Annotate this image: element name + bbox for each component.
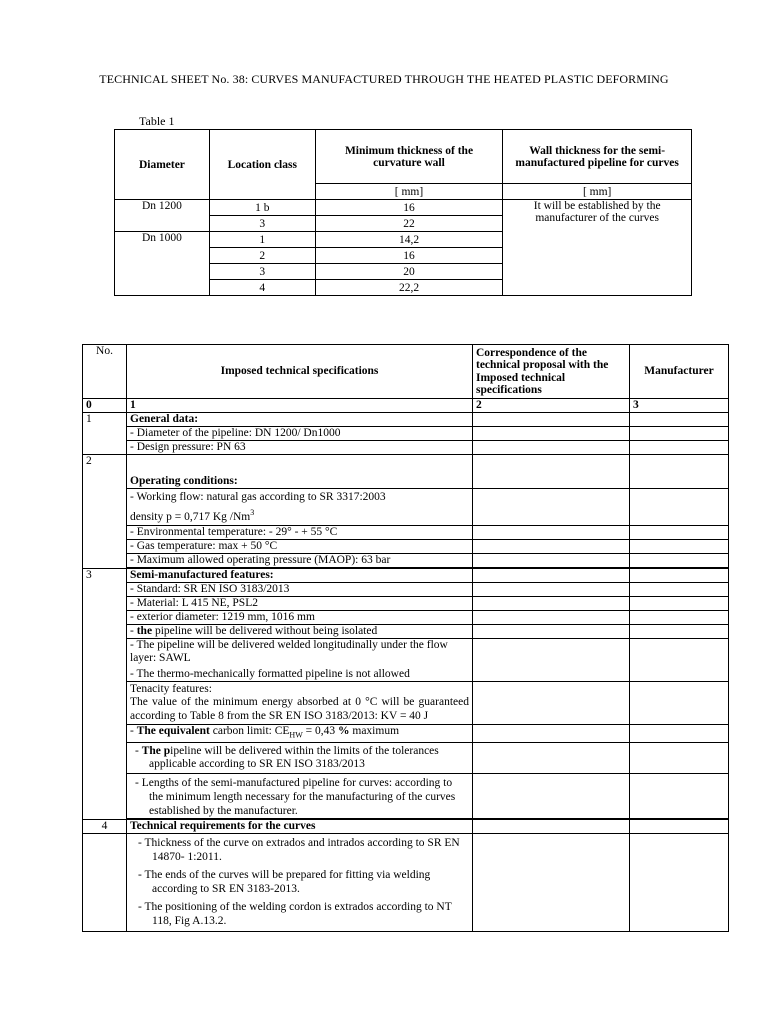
section-title: Technical requirements for the curves [127, 819, 473, 833]
location-class-cell: 4 [209, 280, 315, 296]
header-diameter: Diameter [115, 130, 210, 200]
diameter-cell: Dn 1200 [115, 200, 210, 232]
location-class-cell: 2 [209, 248, 315, 264]
section-title: Operating conditions: [127, 455, 473, 489]
spec-item: - Standard: SR EN ISO 3183/2013 [127, 582, 473, 596]
welded-text: - The pipeline will be delivered welded longitudinally under the flow layer: SAWL [130, 638, 448, 664]
tenacity-title: Tenacity features: [130, 682, 212, 695]
manufacturer-cell [630, 742, 729, 773]
manufacturer-cell [630, 681, 729, 725]
header-manufacturer: Manufacturer [630, 345, 729, 399]
table-caption: Table 1 [139, 114, 175, 128]
spec-item: - The pipeline will be delivered within the limits of the tolerances applicable according to SR EN ISO 3183/2013 [127, 742, 473, 773]
unit-min-thickness: [ mm] [315, 184, 503, 200]
section-number: 2 [83, 455, 127, 569]
manufacturer-cell [630, 596, 729, 610]
spec-item: - Maximum allowed operating pressure (MAOP): 63 bar [127, 553, 473, 567]
thermo-text: - The thermo-mechanically formatted pipeline is not allowed [130, 667, 410, 680]
correspondence-cell [473, 610, 630, 624]
density-text: density p = 0,717 Kg /Nm$^3$ [130, 508, 255, 523]
manufacturer-cell [630, 539, 729, 553]
header-min-thickness: Minimum thickness of the curvature wall [315, 130, 503, 184]
manufacturer-cell [630, 568, 729, 582]
specifications-table [82, 344, 729, 932]
manufacturer-cell [630, 610, 729, 624]
requirement-item: - The positioning of the welding cordon is extrados according to NT 118, Fig A.13.2. [138, 900, 452, 928]
section-number: 4 [83, 819, 127, 833]
spec-item: - the pipeline will be delivered without being isolated [127, 624, 473, 638]
spec-item: - Material: L 415 NE, PSL2 [127, 596, 473, 610]
header-no: No. [83, 345, 127, 399]
manufacturer-cell [630, 427, 729, 441]
index-cell: 2 [473, 399, 630, 413]
spec-item: - Gas temperature: max + 50 °C [127, 539, 473, 553]
thickness-cell: 16 [315, 200, 503, 216]
header-location-class: Location class [209, 130, 315, 200]
correspondence-cell [473, 413, 630, 427]
section-number [83, 833, 127, 931]
wall-thickness-note: It will be established by the manufacturer of the curves [503, 200, 692, 296]
spec-item [127, 638, 473, 681]
correspondence-cell [473, 725, 630, 742]
correspondence-cell [473, 441, 630, 455]
manufacturer-cell [630, 489, 729, 526]
correspondence-cell [473, 819, 630, 833]
thickness-table [114, 129, 692, 296]
correspondence-cell [473, 773, 630, 818]
correspondence-cell [473, 624, 630, 638]
correspondence-cell [473, 596, 630, 610]
correspondence-cell [473, 833, 630, 931]
header-spec: Imposed technical specifications [127, 345, 473, 399]
correspondence-cell [473, 489, 630, 526]
spec-item: - exterior diameter: 1219 mm, 1016 mm [127, 610, 473, 624]
correspondence-cell [473, 525, 630, 539]
tenacity-text: The value of the minimum energy absorbed at 0 °C will be guaranteed according to Table 8 from the SR EN ISO 3183/2013: KV = 40 J [130, 696, 469, 722]
location-class-cell: 1 [209, 232, 315, 248]
correspondence-cell [473, 638, 630, 681]
spec-item [127, 681, 473, 725]
manufacturer-cell [630, 441, 729, 455]
header-correspondence: Correspondence of the technical proposal with the Imposed technical specifications [473, 345, 630, 399]
manufacturer-cell [630, 553, 729, 567]
manufacturer-cell [630, 638, 729, 681]
section-title: General data: [127, 413, 473, 427]
location-class-cell: 3 [209, 216, 315, 232]
manufacturer-cell [630, 582, 729, 596]
correspondence-cell [473, 539, 630, 553]
correspondence-cell [473, 427, 630, 441]
thickness-cell: 20 [315, 264, 503, 280]
spec-item: - Environmental temperature: - 29° - + 55 °C [127, 525, 473, 539]
manufacturer-cell [630, 725, 729, 742]
spec-item [127, 489, 473, 526]
diameter-cell: Dn 1000 [115, 232, 210, 296]
spec-item: - The equivalent carbon limit: $CE_{HW} = 0,43$ % maximum [127, 725, 473, 742]
index-cell: 3 [630, 399, 729, 413]
working-flow-text: - Working flow: natural gas according to SR 3317:2003 [130, 491, 386, 503]
correspondence-cell [473, 582, 630, 596]
unit-wall-thickness: [ mm] [503, 184, 692, 200]
thickness-cell: 22 [315, 216, 503, 232]
index-cell: 1 [127, 399, 473, 413]
correspondence-cell [473, 455, 630, 489]
spec-item [127, 833, 473, 931]
spec-item: - Lengths of the semi-manufactured pipeline for curves: according to the minimum length necessary for the manufacturing of the curves established by the manufacturer. [127, 773, 473, 818]
thickness-cell: 16 [315, 248, 503, 264]
spec-item: - Design pressure: PN 63 [127, 441, 473, 455]
spec-item: - Diameter of the pipeline: DN 1200/ Dn1000 [127, 427, 473, 441]
section-number: 3 [83, 568, 127, 819]
page-title: TECHNICAL SHEET No. 38: CURVES MANUFACTURED THROUGH THE HEATED PLASTIC DEFORMING [99, 72, 669, 86]
manufacturer-cell [630, 624, 729, 638]
manufacturer-cell [630, 525, 729, 539]
section-number: 1 [83, 413, 127, 455]
requirement-item: - The ends of the curves will be prepared for fitting via welding according to SR EN 3183-2013. [138, 868, 431, 896]
header-wall-thickness: Wall thickness for the semi-manufactured pipeline for curves [503, 130, 692, 184]
requirement-item: - Thickness of the curve on extrados and intrados according to SR EN 14870- 1:2011. [138, 836, 460, 864]
manufacturer-cell [630, 833, 729, 931]
manufacturer-cell [630, 819, 729, 833]
correspondence-cell [473, 553, 630, 567]
manufacturer-cell [630, 455, 729, 489]
correspondence-cell [473, 568, 630, 582]
thickness-cell: 14,2 [315, 232, 503, 248]
manufacturer-cell [630, 413, 729, 427]
correspondence-cell [473, 742, 630, 773]
location-class-cell: 3 [209, 264, 315, 280]
section-title: Semi-manufactured features: [127, 568, 473, 582]
index-cell: 0 [83, 399, 127, 413]
location-class-cell: 1 b [209, 200, 315, 216]
thickness-cell: 22,2 [315, 280, 503, 296]
correspondence-cell [473, 681, 630, 725]
manufacturer-cell [630, 773, 729, 818]
